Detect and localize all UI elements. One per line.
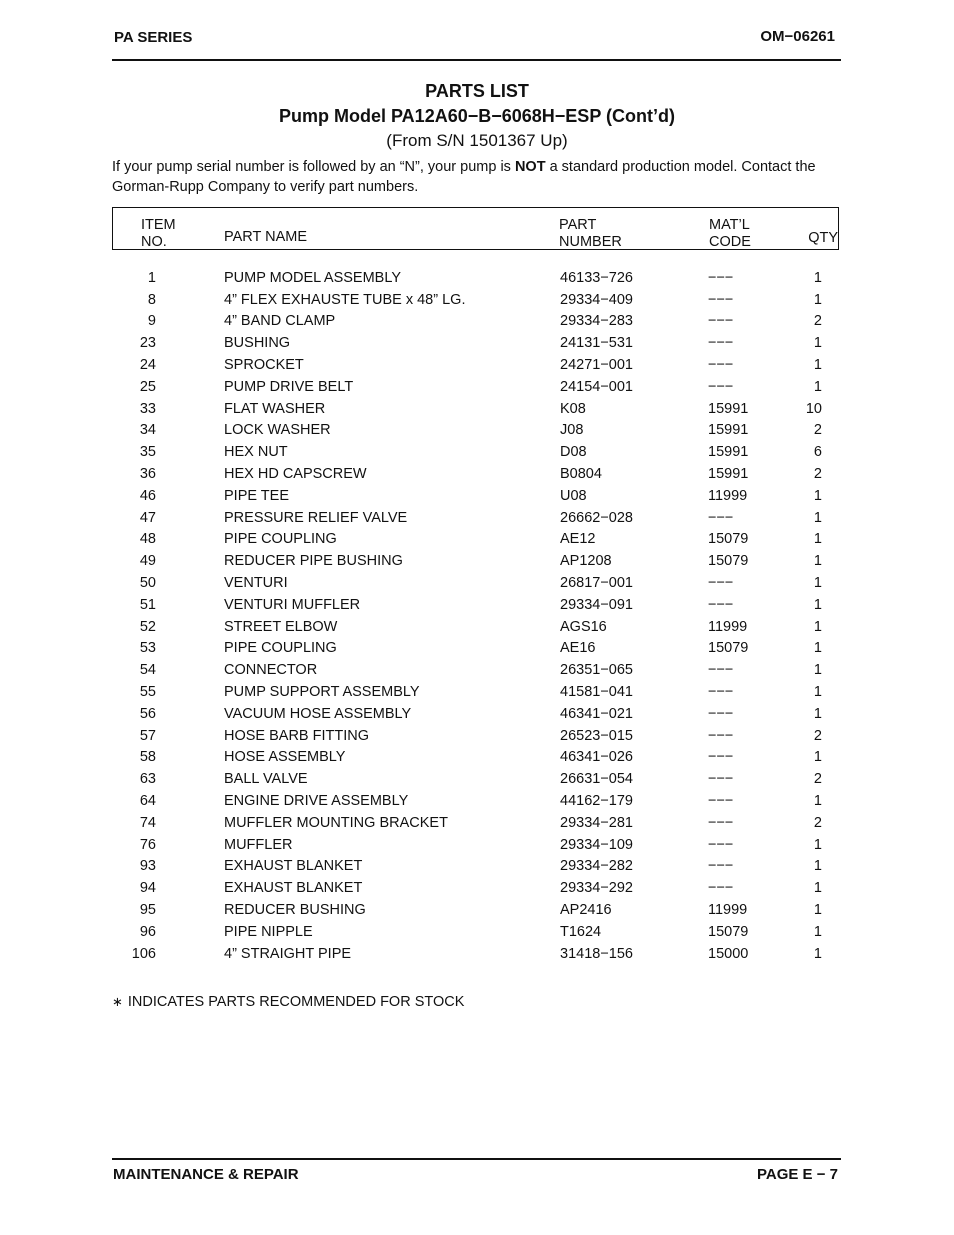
- part-name-cell: VENTURI: [224, 575, 288, 592]
- item-number-cell: 36: [139, 466, 156, 483]
- part-name-cell: VACUUM HOSE ASSEMBLY: [224, 705, 412, 722]
- notice-emphasis: NOT: [514, 159, 546, 175]
- quantity-cell: 1: [813, 705, 822, 722]
- quantity-cell: 1: [813, 858, 822, 875]
- item-number-cell: 64: [139, 793, 156, 810]
- col-item-line1: ITEM: [141, 217, 176, 233]
- part-name-cell: 4” FLEX EXHAUSTE TUBE x 48” LG.: [224, 291, 466, 308]
- table-row: [112, 790, 822, 812]
- quantity-cell: 1: [813, 291, 822, 308]
- col-item-line2: NO.: [141, 234, 167, 250]
- quantity-cell: 1: [813, 357, 822, 374]
- item-number-cell: 24: [139, 357, 156, 374]
- spacer-cell: [156, 594, 224, 616]
- quantity-cell: 1: [813, 836, 822, 853]
- spacer-cell: [156, 768, 224, 790]
- col-part-number-line1: PART: [559, 217, 597, 233]
- part-name-cell: PUMP DRIVE BELT: [224, 378, 354, 395]
- table-row: [112, 921, 822, 943]
- spacer-cell: [156, 681, 224, 703]
- item-number-cell: 95: [139, 902, 156, 918]
- item-number-cell: 25: [139, 378, 156, 395]
- material-code-cell: 15991: [708, 400, 749, 417]
- table-row: [112, 354, 822, 376]
- series-label: PA SERIES: [114, 29, 193, 46]
- spacer-cell: [156, 638, 224, 660]
- quantity-cell: 1: [813, 553, 822, 570]
- item-number-cell: 54: [139, 662, 156, 679]
- table-row: [112, 376, 822, 398]
- page-title: PARTS LIST: [425, 81, 529, 101]
- spacer-cell: [156, 398, 224, 420]
- item-number-cell: 94: [139, 880, 156, 897]
- header-rule: [112, 59, 841, 61]
- item-number-cell: 53: [139, 640, 156, 657]
- part-name-cell: CONNECTOR: [224, 662, 318, 679]
- section-label: MAINTENANCE & REPAIR: [113, 1166, 299, 1183]
- serial-notice: [112, 157, 852, 197]
- part-number-cell: 24154−001: [560, 378, 633, 395]
- quantity-cell: 1: [813, 531, 822, 548]
- part-number-cell: 29334−109: [560, 836, 633, 853]
- part-name-cell: PUMP MODEL ASSEMBLY: [224, 269, 402, 286]
- quantity-cell: 1: [813, 793, 822, 810]
- material-code-cell: 11999: [708, 618, 748, 635]
- spacer-cell: [156, 463, 224, 485]
- spacer-cell: [156, 790, 224, 812]
- material-code-cell: 11999: [708, 902, 748, 918]
- quantity-cell: 1: [813, 749, 822, 766]
- table-row: [112, 463, 822, 485]
- table-row: [112, 856, 822, 878]
- quantity-cell: 1: [813, 923, 822, 940]
- footer-rule: [112, 1158, 841, 1160]
- spacer-cell: [156, 921, 224, 943]
- material-code-cell: 15079: [708, 923, 749, 940]
- material-code-cell: −−−: [708, 291, 734, 308]
- column-header-box: [112, 207, 839, 250]
- table-row: [112, 529, 822, 551]
- col-material-code-line1: MAT’L: [709, 217, 750, 233]
- table-row: [112, 267, 822, 289]
- quantity-cell: 1: [813, 618, 822, 635]
- item-number-cell: 52: [139, 618, 156, 635]
- material-code-cell: 15991: [708, 422, 749, 439]
- item-number-cell: 56: [139, 705, 156, 722]
- part-number-cell: 29334−281: [560, 814, 633, 831]
- item-number-cell: 76: [139, 836, 156, 853]
- material-code-cell: −−−: [708, 749, 734, 766]
- spacer-cell: [156, 877, 224, 899]
- part-number-cell: T1624: [560, 923, 602, 940]
- parts-table-body: [112, 267, 822, 965]
- col-material-code: [709, 217, 751, 251]
- part-number-cell: 46341−021: [560, 705, 633, 722]
- material-code-cell: −−−: [708, 662, 734, 679]
- col-part-number: [559, 217, 622, 251]
- spacer-cell: [156, 485, 224, 507]
- material-code-cell: 15079: [708, 531, 749, 548]
- part-number-cell: 29334−292: [560, 880, 633, 897]
- table-row: [112, 289, 822, 311]
- part-name-cell: HEX NUT: [224, 444, 288, 461]
- table-row: [112, 681, 822, 703]
- material-code-cell: −−−: [708, 596, 734, 613]
- part-name-cell: STREET ELBOW: [224, 618, 338, 635]
- col-part-number-line2: NUMBER: [559, 234, 622, 250]
- item-number-cell: 1: [147, 269, 156, 286]
- spacer-cell: [156, 550, 224, 572]
- quantity-cell: 1: [813, 487, 822, 504]
- material-code-cell: −−−: [708, 335, 734, 352]
- parts-table: [112, 267, 822, 965]
- serial-range: (From S/N 1501367 Up): [386, 131, 568, 150]
- quantity-cell: 2: [813, 466, 822, 483]
- item-number-cell: 49: [139, 553, 156, 570]
- part-number-cell: D08: [560, 444, 587, 461]
- part-name-cell: HOSE ASSEMBLY: [224, 749, 346, 766]
- part-number-cell: J08: [560, 422, 584, 439]
- item-number-cell: 74: [139, 814, 156, 831]
- part-number-cell: 41581−041: [560, 684, 633, 701]
- item-number-cell: 34: [139, 422, 156, 439]
- pump-model-title: Pump Model PA12A60−B−6068H−ESP (Cont’d): [279, 106, 675, 126]
- material-code-cell: −−−: [708, 836, 734, 853]
- quantity-cell: 1: [813, 684, 822, 701]
- part-name-cell: EXHAUST BLANKET: [224, 858, 363, 875]
- table-row: [112, 398, 822, 420]
- table-row: [112, 812, 822, 834]
- material-code-cell: −−−: [708, 880, 734, 897]
- table-row: [112, 725, 822, 747]
- quantity-cell: 1: [813, 269, 822, 286]
- part-number-cell: 24131−531: [560, 335, 633, 352]
- material-code-cell: 15991: [708, 444, 749, 461]
- part-name-cell: 4” STRAIGHT PIPE: [224, 945, 352, 962]
- part-number-cell: 46133−726: [560, 269, 633, 286]
- part-name-cell: PIPE COUPLING: [224, 531, 337, 548]
- item-number-cell: 23: [139, 335, 156, 352]
- item-number-cell: 48: [139, 531, 156, 548]
- part-name-cell: PRESSURE RELIEF VALVE: [224, 509, 408, 526]
- part-number-cell: AGS16: [560, 618, 607, 635]
- item-number-cell: 93: [139, 858, 156, 875]
- part-number-cell: 46341−026: [560, 749, 633, 766]
- material-code-cell: −−−: [708, 378, 734, 395]
- material-code-cell: 15000: [708, 945, 749, 962]
- quantity-cell: 1: [813, 640, 822, 657]
- material-code-cell: −−−: [708, 509, 734, 526]
- spacer-cell: [156, 812, 224, 834]
- item-number-cell: 57: [139, 727, 156, 744]
- page-number: PAGE E − 7: [756, 1166, 838, 1183]
- part-number-cell: 26523−015: [560, 727, 633, 744]
- asterisk-icon: ∗: [112, 994, 123, 1009]
- table-row: [112, 311, 822, 333]
- material-code-cell: −−−: [708, 313, 734, 330]
- spacer-cell: [156, 354, 224, 376]
- part-number-cell: AE16: [560, 640, 596, 657]
- spacer-cell: [156, 441, 224, 463]
- spacer-cell: [156, 289, 224, 311]
- quantity-cell: 10: [805, 400, 822, 417]
- spacer-cell: [156, 747, 224, 769]
- quantity-cell: 2: [813, 313, 822, 330]
- material-code-cell: −−−: [708, 727, 734, 744]
- spacer-cell: [156, 659, 224, 681]
- spacer-cell: [156, 899, 224, 921]
- part-name-cell: EXHAUST BLANKET: [224, 880, 363, 897]
- part-number-cell: AE12: [560, 531, 596, 548]
- part-name-cell: HEX HD CAPSCREW: [224, 466, 367, 483]
- part-number-cell: U08: [560, 487, 587, 504]
- part-name-cell: MUFFLER: [224, 836, 293, 853]
- part-name-cell: BUSHING: [224, 335, 291, 352]
- item-number-cell: 106: [131, 945, 156, 962]
- table-row: [112, 877, 822, 899]
- quantity-cell: 1: [813, 880, 822, 897]
- part-name-cell: VENTURI MUFFLER: [224, 596, 361, 613]
- quantity-cell: 1: [813, 945, 822, 962]
- spacer-cell: [156, 420, 224, 442]
- footnote-text: INDICATES PARTS RECOMMENDED FOR STOCK: [127, 994, 465, 1010]
- material-code-cell: −−−: [708, 793, 734, 810]
- item-number-cell: 8: [147, 291, 156, 308]
- table-row: [112, 616, 822, 638]
- notice-text-before: If your pump serial number is followed by an “N”, your pump is: [112, 159, 515, 175]
- part-name-cell: FLAT WASHER: [224, 400, 326, 417]
- part-number-cell: 29334−282: [560, 858, 633, 875]
- table-row: [112, 638, 822, 660]
- part-number-cell: 29334−409: [560, 291, 633, 308]
- table-row: [112, 572, 822, 594]
- table-row: [112, 834, 822, 856]
- part-name-cell: SPROCKET: [224, 357, 304, 374]
- spacer-cell: [156, 267, 224, 289]
- part-number-cell: 26662−028: [560, 509, 633, 526]
- item-number-cell: 96: [139, 923, 156, 940]
- part-number-cell: B0804: [560, 466, 602, 483]
- col-item: [141, 217, 176, 251]
- material-code-cell: −−−: [708, 814, 734, 831]
- material-code-cell: −−−: [708, 705, 734, 722]
- part-name-cell: PIPE TEE: [224, 487, 290, 504]
- part-name-cell: REDUCER PIPE BUSHING: [224, 553, 403, 570]
- table-row: [112, 550, 822, 572]
- part-name-cell: HOSE BARB FITTING: [224, 727, 370, 744]
- quantity-cell: 2: [813, 771, 822, 788]
- quantity-cell: 1: [813, 902, 822, 918]
- part-number-cell: 29334−283: [560, 313, 633, 330]
- item-number-cell: 50: [139, 575, 156, 592]
- table-row: [112, 332, 822, 354]
- material-code-cell: 15991: [708, 466, 749, 483]
- item-number-cell: 47: [139, 509, 156, 526]
- spacer-cell: [156, 856, 224, 878]
- table-row: [112, 747, 822, 769]
- spacer-cell: [156, 572, 224, 594]
- table-row: [112, 485, 822, 507]
- table-row: [112, 899, 822, 921]
- quantity-cell: 1: [813, 378, 822, 395]
- spacer-cell: [156, 616, 224, 638]
- manual-number: OM−06261: [760, 28, 835, 45]
- material-code-cell: −−−: [708, 858, 734, 875]
- material-code-cell: −−−: [708, 684, 734, 701]
- part-number-cell: K08: [560, 400, 586, 417]
- spacer-cell: [156, 376, 224, 398]
- material-code-cell: −−−: [708, 575, 734, 592]
- item-number-cell: 55: [139, 684, 156, 701]
- table-row: [112, 420, 822, 442]
- item-number-cell: 46: [139, 487, 156, 504]
- quantity-cell: 1: [813, 509, 822, 526]
- table-row: [112, 441, 822, 463]
- part-number-cell: 24271−001: [560, 357, 633, 374]
- quantity-cell: 1: [813, 575, 822, 592]
- item-number-cell: 35: [139, 444, 156, 461]
- quantity-cell: 1: [813, 662, 822, 679]
- part-name-cell: PIPE COUPLING: [224, 640, 337, 657]
- part-name-cell: MUFFLER MOUNTING BRACKET: [224, 814, 448, 831]
- spacer-cell: [156, 703, 224, 725]
- table-row: [112, 507, 822, 529]
- material-code-cell: −−−: [708, 771, 734, 788]
- part-name-cell: 4” BAND CLAMP: [224, 313, 336, 330]
- part-name-cell: LOCK WASHER: [224, 422, 331, 439]
- table-row: [112, 594, 822, 616]
- part-number-cell: 44162−179: [560, 793, 633, 810]
- table-row: [112, 703, 822, 725]
- item-number-cell: 33: [139, 400, 156, 417]
- item-number-cell: 9: [147, 313, 156, 330]
- table-row: [112, 943, 822, 965]
- table-row: [112, 659, 822, 681]
- quantity-cell: 1: [813, 335, 822, 352]
- spacer-cell: [156, 507, 224, 529]
- col-part-name: PART NAME: [224, 229, 307, 245]
- part-number-cell: 31418−156: [560, 945, 633, 962]
- part-number-cell: 29334−091: [560, 596, 633, 613]
- material-code-cell: 15079: [708, 640, 749, 657]
- part-name-cell: BALL VALVE: [224, 771, 308, 788]
- spacer-cell: [156, 834, 224, 856]
- part-name-cell: PUMP SUPPORT ASSEMBLY: [224, 684, 420, 701]
- part-name-cell: PIPE NIPPLE: [224, 923, 313, 940]
- spacer-cell: [156, 311, 224, 333]
- quantity-cell: 6: [813, 444, 822, 461]
- material-code-cell: 15079: [708, 553, 749, 570]
- quantity-cell: 2: [813, 814, 822, 831]
- spacer-cell: [156, 529, 224, 551]
- notice-text-after: a standard production model. Contact the Gorman-Rupp Company to verify part numbers.: [112, 159, 816, 195]
- stock-footnote: [112, 994, 464, 1010]
- spacer-cell: [156, 725, 224, 747]
- col-material-code-line2: CODE: [709, 234, 751, 250]
- material-code-cell: −−−: [708, 269, 734, 286]
- part-number-cell: AP1208: [560, 553, 612, 570]
- item-number-cell: 51: [139, 596, 156, 613]
- item-number-cell: 58: [139, 749, 156, 766]
- part-number-cell: 26631−054: [560, 771, 633, 788]
- part-number-cell: AP2416: [560, 902, 612, 918]
- quantity-cell: 2: [813, 727, 822, 744]
- part-name-cell: ENGINE DRIVE ASSEMBLY: [224, 793, 409, 810]
- item-number-cell: 63: [139, 771, 156, 788]
- part-number-cell: 26351−065: [560, 662, 633, 679]
- quantity-cell: 2: [813, 422, 822, 439]
- part-number-cell: 26817−001: [560, 575, 633, 592]
- table-row: [112, 768, 822, 790]
- material-code-cell: −−−: [708, 357, 734, 374]
- spacer-cell: [156, 943, 224, 965]
- col-qty: QTY: [808, 230, 838, 246]
- part-name-cell: REDUCER BUSHING: [224, 902, 366, 918]
- spacer-cell: [156, 332, 224, 354]
- material-code-cell: 11999: [708, 487, 748, 504]
- quantity-cell: 1: [813, 596, 822, 613]
